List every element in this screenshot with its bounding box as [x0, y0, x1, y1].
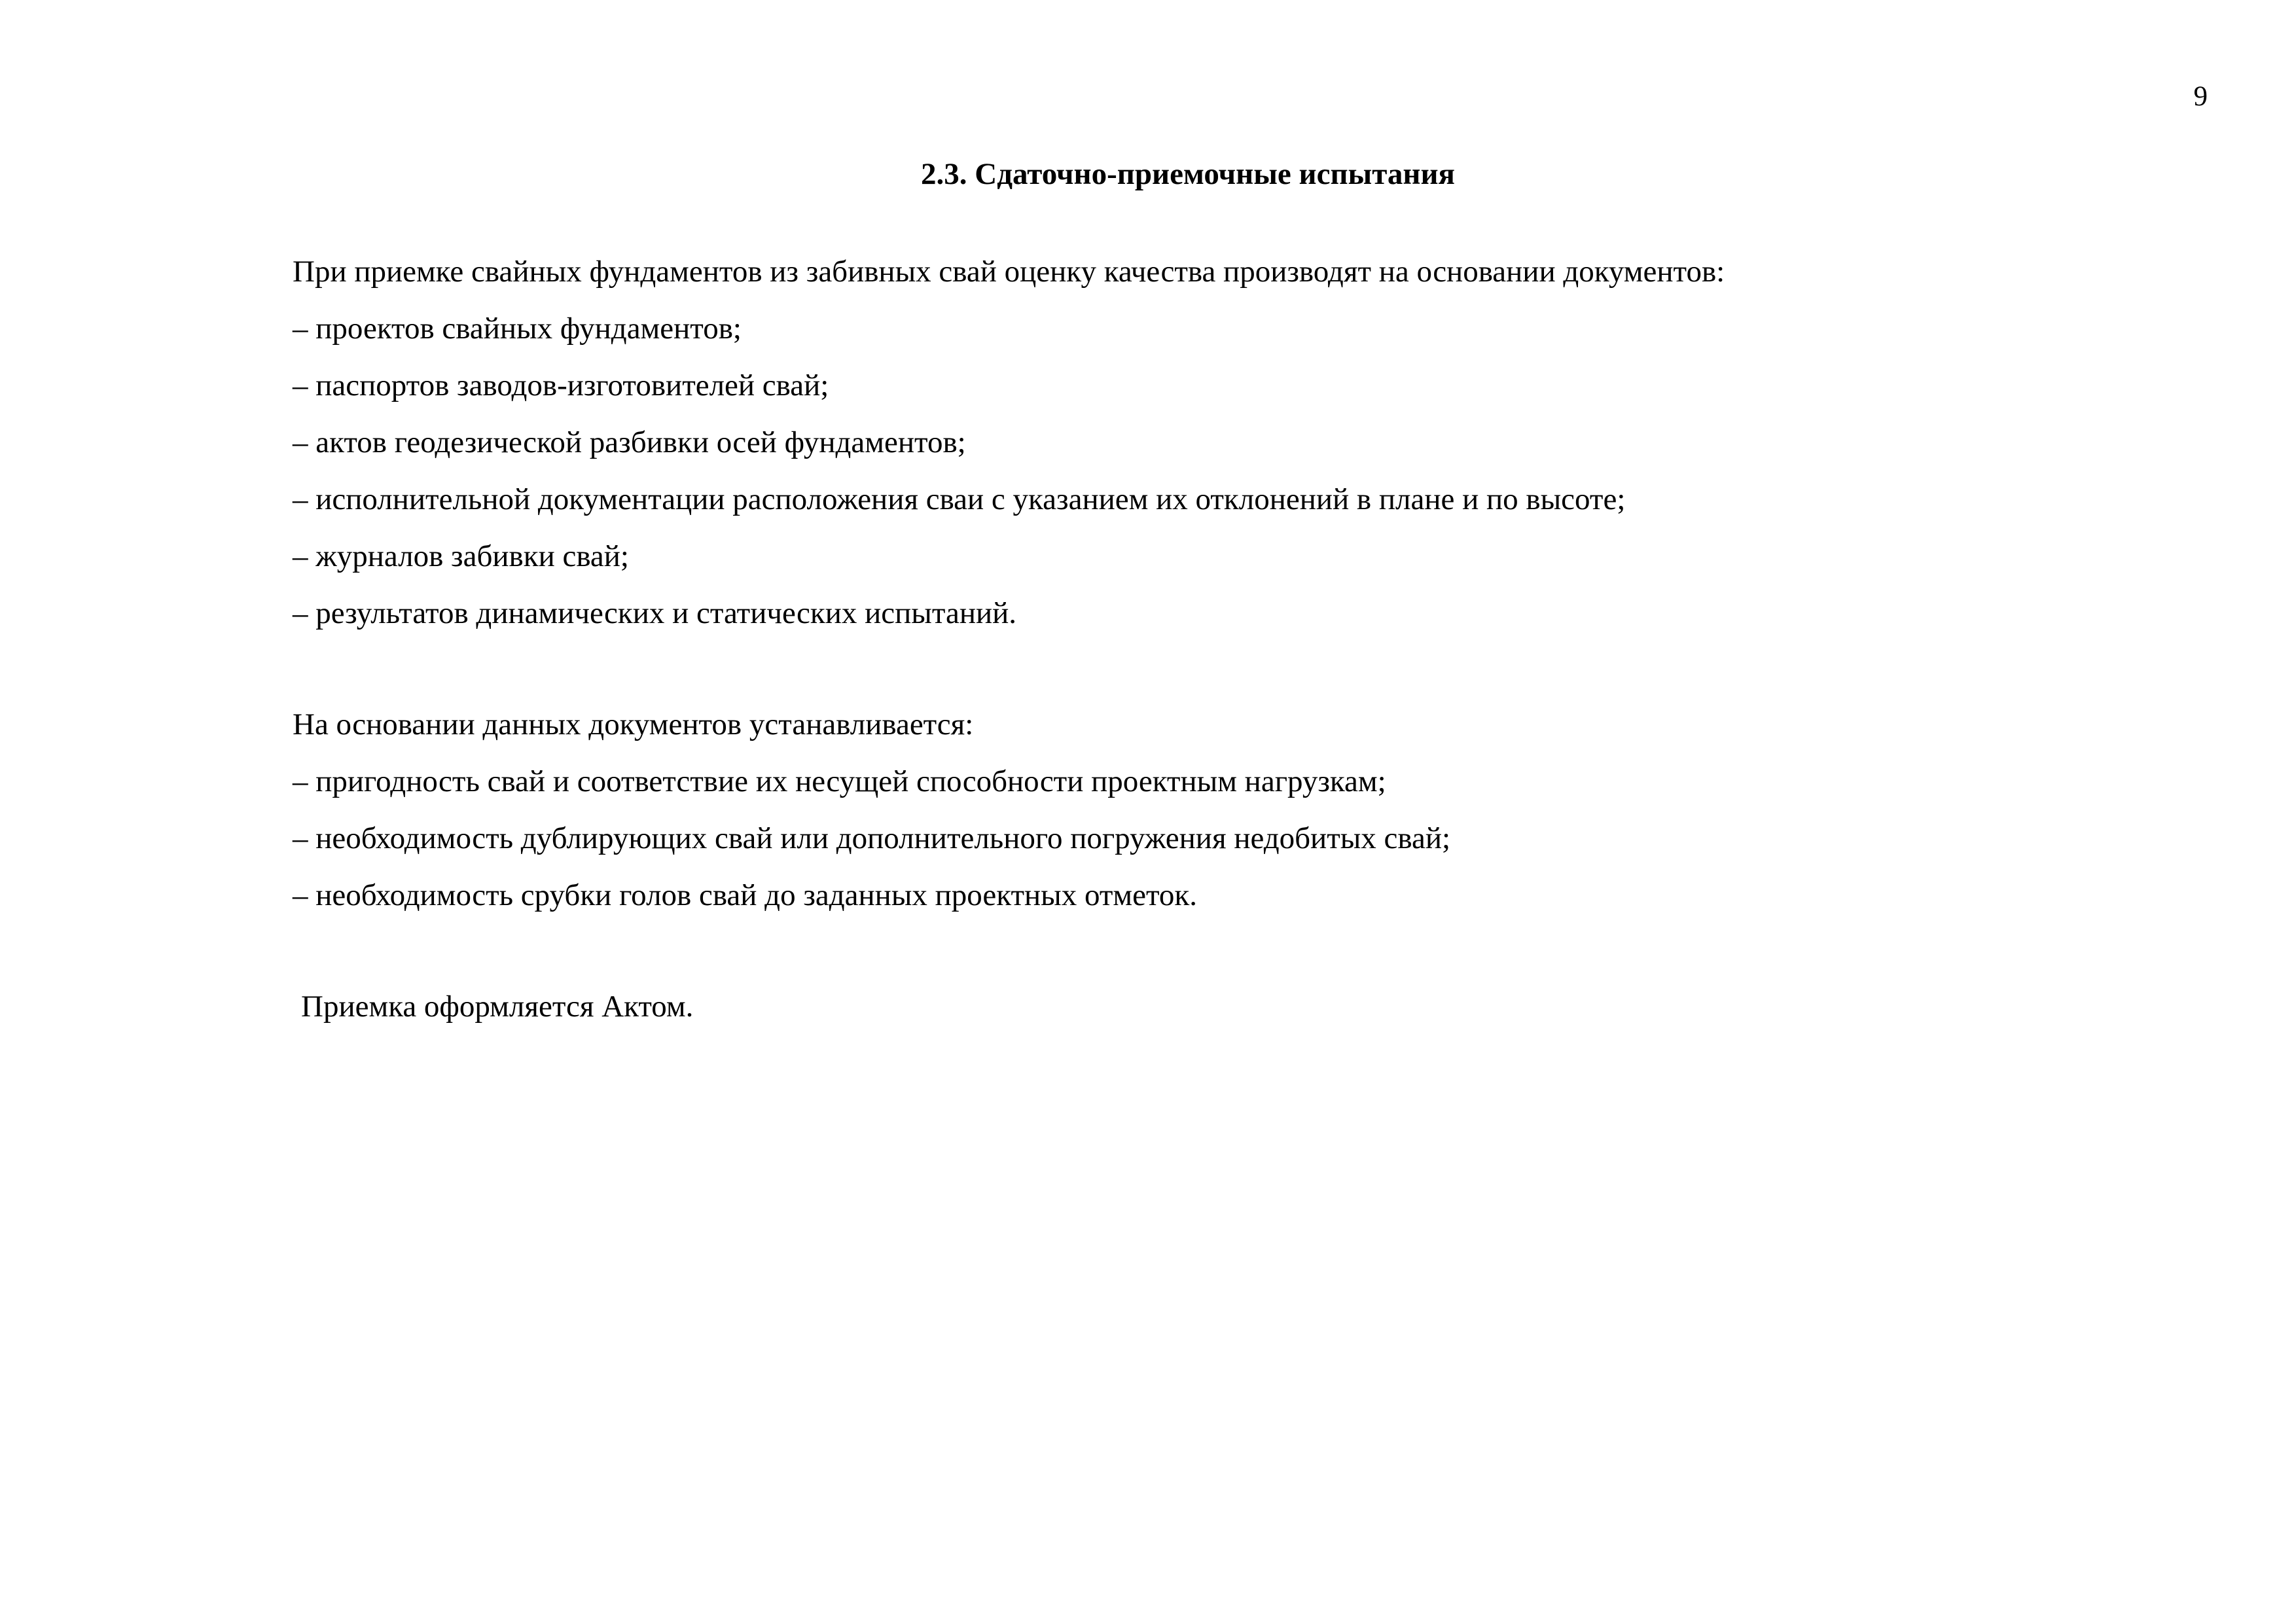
block2-intro: На основании данных документов устанавливается:: [293, 707, 974, 741]
list-item: – проектов свайных фундаментов;: [293, 312, 742, 346]
block1-intro: При приемке свайных фундаментов из забивных свай оценку качества производят на основании документов:: [293, 255, 1725, 289]
list-item: – паспортов заводов-изготовителей свай;: [293, 368, 829, 402]
closing-block: [301, 987, 2199, 1044]
page-number: 9: [2193, 81, 2208, 112]
list-item: – пригодность свай и соответствие их несущей способности проектным нагрузкам;: [293, 764, 1386, 798]
section-title: 2.3. Сдаточно-приемочные испытания: [921, 157, 1455, 191]
established-items-block: [293, 705, 2191, 933]
list-item: – результатов динамических и статических испытаний.: [293, 596, 1017, 630]
list-item: – необходимость срубки голов свай до заданных проектных отметок.: [293, 878, 1198, 912]
list-item: – актов геодезической разбивки осей фундаментов;: [293, 425, 966, 459]
list-item: – журналов забивки свай;: [293, 539, 629, 573]
closing-text: Приемка оформляется Актом.: [301, 990, 694, 1024]
acceptance-documents-block: [293, 252, 2191, 651]
list-item: – исполнительной документации расположения сваи с указанием их отклонений в плане и по высоте;: [293, 482, 1626, 516]
list-item: – необходимость дублирующих свай или дополнительного погружения недобитых свай;: [293, 821, 1451, 855]
